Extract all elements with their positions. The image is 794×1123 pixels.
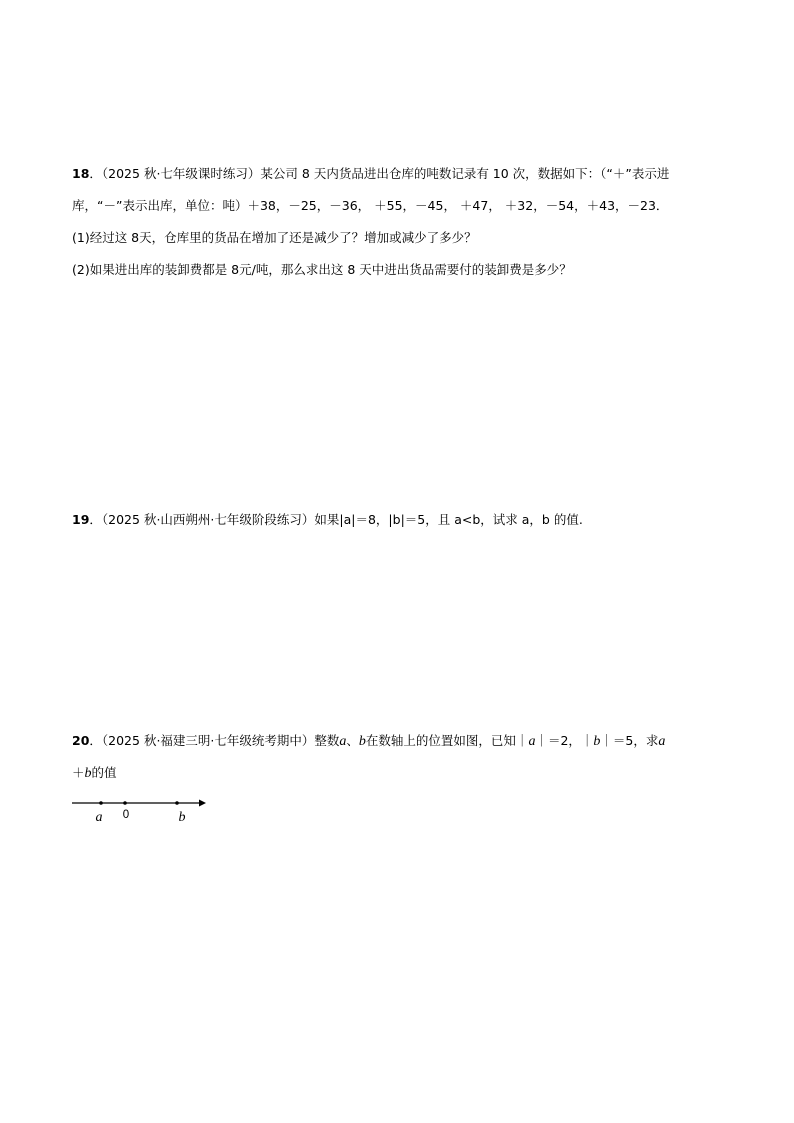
q18-number: 18 [72,166,90,181]
q20-number: 20 [72,733,90,748]
q20-line2-end: 的值 [91,765,117,780]
q20-line2-plus: ＋ [72,765,85,780]
q20-var-a-sum: a [658,734,666,749]
q20-source: ．（2025 秋·福建三明·七年级统考期中） [89,733,315,748]
number-line-arrowhead [199,800,206,807]
point-a-dot [99,801,103,805]
q20-var-b-sum: b [84,766,92,781]
q19-number: 19 [72,512,90,527]
q19-line1 [72,510,583,530]
q20-var-b: b [358,734,366,749]
point-zero-label: 0 [122,809,130,821]
q18-stem-line1: 某公司 8 天内货品进出仓库的吨数记录有 10 次，数据如下：（“＋”表示进 [260,166,670,181]
number-line-figure [70,794,215,828]
point-zero-dot [123,801,127,805]
q18-stem-line2: 库，“－”表示出库，单位：吨）＋38，－25，－36， ＋55，－45， ＋47， ＋32，－54，＋43，－23． [72,198,669,213]
q18-sub1 [72,228,477,248]
q20-var-a: a [339,734,347,749]
q20-var-b-abs: b [593,734,601,749]
q20-stem-part4: ｜＝5，求 [600,733,659,748]
q20-stem-part3: ｜＝2，｜ [535,733,594,748]
q18-line2 [72,196,668,216]
q20-var-a-abs: a [528,734,536,749]
q18-source: ．（2025 秋·七年级课时练习） [89,166,261,181]
point-b-label: b [178,810,186,825]
q18-sub2 [72,260,572,280]
point-b-dot [175,801,179,805]
q20-sep1: 、 [346,733,359,748]
q18-sub1-text: (1)经过这 8天，仓库里的货品在增加了还是减少了？增加或减少了多少？ [72,230,477,245]
q20-stem-part1: 整数 [314,733,340,748]
q19-stem: 如果|a|＝8，|b|＝5，且 a<b，试求 a，b 的值. [314,512,583,527]
q20-line2 [72,763,117,784]
q20-stem-part2: 在数轴上的位置如图，已知｜ [365,733,529,748]
point-a-label: a [95,810,103,825]
q18-line1 [72,164,669,184]
q20-line1 [72,731,665,752]
q18-sub2-text: (2)如果进出库的装卸费都是 8元/吨，那么求出这 8 天中进出货品需要付的装卸费是多少？ [72,262,572,277]
number-line-svg [70,794,215,828]
q19-source: ．（2025 秋·山西朔州·七年级阶段练习） [89,512,315,527]
